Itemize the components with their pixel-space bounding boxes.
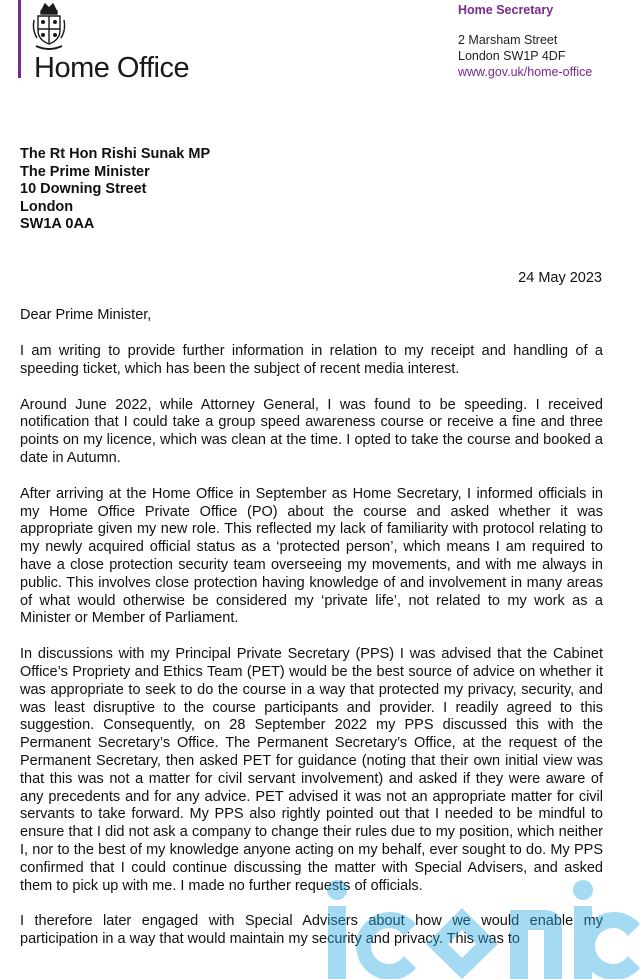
recipient-line: 10 Downing Street — [20, 181, 147, 198]
letter-body — [20, 343, 603, 967]
royal-crest-icon — [30, 0, 68, 54]
brand-bar — [18, 0, 21, 78]
recipient-address — [20, 146, 210, 234]
recipient-line: SW1A 0AA — [20, 216, 95, 233]
body-paragraph: I am writing to provide further information in relation to my receipt and handling of a speeding ticket, which has been the subject of recent media interest. — [20, 343, 603, 377]
recipient-line: London — [20, 198, 74, 215]
sender-role: Home Secretary — [458, 3, 554, 17]
letter-date: 24 May 2023 — [518, 270, 602, 286]
sender-block — [458, 2, 592, 80]
recipient-line: The Prime Minister — [20, 163, 150, 180]
sender-address-line: 2 Marsham Street — [458, 33, 558, 47]
body-paragraph: I therefore later engaged with Special Advisers about how we would enable my participation in a way that would maintain my security and privacy. This was to — [20, 913, 603, 948]
body-paragraph: In discussions with my Principal Private Secretary (PPS) I was advised that the Cabinet Office’s Propriety and Ethics Team (PET) would be the best source of advice on whether it was appropriate to seek to do the course in a way that protected my privacy, security, and was least disruptive to the course participants and provider. I readily agreed to this suggestion. Consequently, on 28 September 2022 my PPS discussed this with the Permanent Secretary’s Office. The Permanent Secretary’s Office, at the request of the Permanent Secretary, then asked PET for guidance (noting that their own initial view was that this was not a matter for civil servant involvement) and asked if they were aware of any precedents and for any advice. PET advised it was not an appropriate matter for civil servants to take forward. My PPS also rightly pointed out that I needed to be mindful to ensure that I did not ask a company to change their rules due to my position, which neither I, nor to the best of my knowledge anyone acting on my behalf, ever sought to do. My PPS confirmed that I could continue discussing the matter with Special Advisers, and asked them to pick up with me. I made no further requests of officials. — [20, 646, 603, 894]
salutation: Dear Prime Minister, — [20, 307, 152, 323]
org-logo-text: Home Office — [34, 52, 190, 84]
body-paragraph: After arriving at the Home Office in September as Home Secretary, I informed officials in my Home Office Private Office (PO) about the course and asked whether it was appropriate given my new role. This reflected my lack of familiarity with protocol relating to my newly acquired official status as a ‘protected person’, which means I am required to have a close protection security team overseeing my movements, and with me always in public. This involves close protection having knowledge of and involvement in many areas of what would otherwise be considered my ‘private life’, not related to my work as a Minister or Member of Parliament. — [20, 485, 603, 627]
recipient-line: The Rt Hon Rishi Sunak MP — [20, 146, 211, 162]
sender-address-line: London SW1P 4DF — [458, 49, 566, 63]
body-paragraph: Around June 2022, while Attorney General, I was found to be speeding. I received notification that I could take a group speed awareness course or receive a fine and three points on my licence, which was clean at the time. I opted to take the course and booked a date in Autumn. — [20, 396, 603, 466]
website-link[interactable]: www.gov.uk/home-office — [458, 65, 593, 79]
